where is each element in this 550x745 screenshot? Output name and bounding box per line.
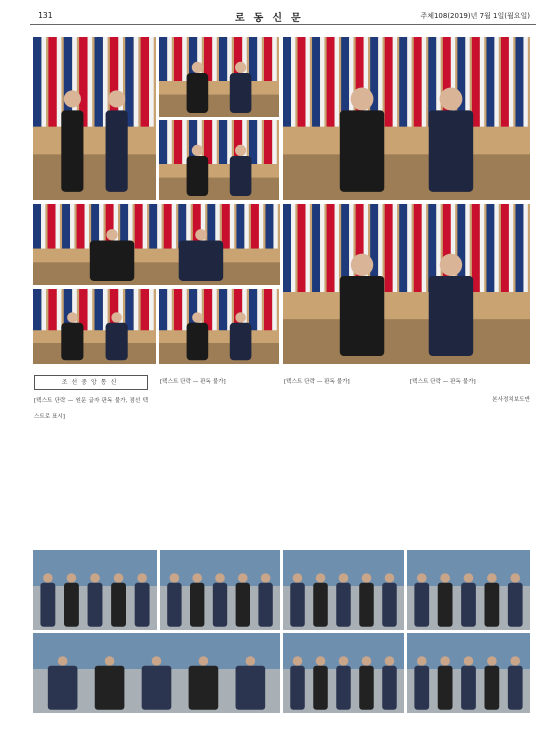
article-text: [텍스트 단락 — 판독 불가]: [284, 379, 350, 385]
article-byline: 본사정치보도반: [492, 396, 530, 403]
photo-seated-3: [33, 289, 156, 364]
photo-dmz-7: [407, 633, 530, 713]
photo-dmz-6: [283, 633, 404, 713]
photo-handshake-seated: [283, 204, 530, 364]
photo-dmz-2: [160, 550, 280, 630]
article-column-4: [410, 375, 530, 409]
article-text: [텍스트 단락 — 판독 불가]: [160, 379, 226, 385]
article-column-2: [160, 375, 278, 391]
photo-delegation-row: [33, 204, 280, 285]
masthead: 로동신문: [235, 13, 310, 24]
issue-date: 주체108(2019)년 7월 1일(월요일): [420, 12, 530, 20]
article-column-1: [34, 375, 148, 426]
photo-seated-large: [283, 37, 530, 200]
article-text: [텍스트 단락 — 원문 글자 판독 불가, 점선 텍스트로 표시]: [34, 398, 148, 420]
photo-dmz-1: [33, 550, 157, 630]
photo-dmz-5: [33, 633, 280, 713]
article-box-heading: 조선중앙통신: [34, 375, 148, 390]
photo-seated-4: [159, 289, 279, 364]
article-column-3: [284, 375, 402, 391]
photo-dmz-4: [407, 550, 530, 630]
article-text: [텍스트 단락 — 판독 불가]: [410, 379, 476, 385]
photo-dmz-3: [283, 550, 404, 630]
photo-seated-2: [159, 120, 279, 200]
page-number: 131: [38, 11, 53, 20]
page-header: [30, 8, 536, 22]
header-rule: [30, 24, 536, 25]
photo-handshake-left: [33, 37, 156, 200]
photo-seated-1: [159, 37, 279, 117]
